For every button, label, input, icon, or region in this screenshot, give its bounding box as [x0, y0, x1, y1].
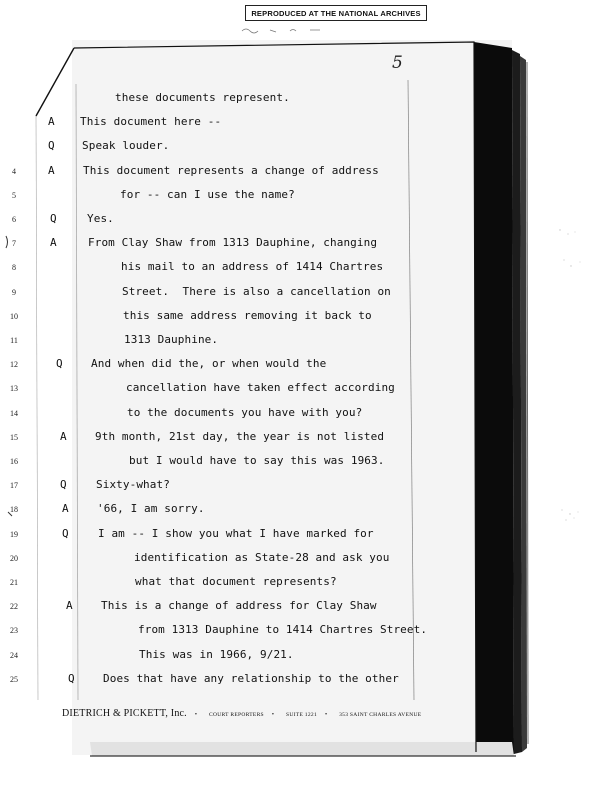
speaker-label: A — [60, 429, 67, 443]
line-number: 21 — [10, 578, 18, 587]
line-number: 9 — [12, 287, 16, 297]
line-text: This document here -- — [80, 115, 222, 129]
transcript-line — [0, 430, 612, 455]
footer-reporters: COURT REPORTERS — [208, 712, 264, 718]
transcript-line — [0, 672, 612, 697]
line-number: 16 — [10, 457, 18, 466]
footer — [62, 703, 442, 721]
line-number: 17 — [10, 481, 18, 491]
archives-stamp: REPRODUCED AT THE NATIONAL ARCHIVES — [245, 5, 427, 21]
transcript-line — [0, 381, 612, 406]
transcript-line — [0, 527, 612, 552]
transcript-line — [0, 623, 612, 648]
transcript-line — [0, 599, 612, 624]
transcript-line — [0, 478, 612, 503]
speaker-label: Q — [62, 526, 69, 540]
footer-separator: • — [325, 712, 328, 718]
line-number: 14 — [10, 408, 18, 418]
line-text: And when did the, or when would the — [91, 357, 327, 371]
line-text: Street. There is also a cancellation on — [122, 284, 391, 298]
line-number: 18 — [10, 505, 18, 515]
line-number: 5 — [12, 190, 16, 200]
line-text: This document represents a change of address — [83, 163, 379, 177]
line-text: his mail to an address of 1414 Chartres — [121, 260, 384, 274]
transcript-line — [0, 454, 612, 479]
transcript-line — [0, 139, 612, 164]
line-text: Sixty-what? — [96, 478, 170, 492]
footer-separator: • — [194, 712, 197, 718]
line-text: This is a change of address for Clay Shaw — [101, 599, 377, 613]
transcript-line — [0, 502, 612, 527]
speaker-label: Q — [56, 357, 63, 371]
transcript-line — [0, 260, 612, 285]
scan-noise — [540, 220, 600, 550]
transcript-line — [0, 333, 612, 358]
line-text: identification as State-28 and ask you — [134, 550, 390, 564]
speaker-label: Q — [48, 139, 55, 153]
line-number: 11 — [10, 336, 18, 345]
transcript-line — [0, 164, 612, 189]
transcript-line — [0, 357, 612, 382]
line-number: 12 — [10, 360, 18, 370]
speaker-label: A — [50, 236, 57, 250]
line-number: 24 — [10, 650, 18, 660]
footer-suite: SUITE 1221 — [286, 712, 317, 718]
line-text: cancellation have taken effect according — [126, 381, 395, 395]
transcript-line — [0, 212, 612, 237]
line-text: but I would have to say this was 1963. — [129, 454, 385, 467]
line-number: 8 — [12, 263, 16, 273]
line-number: 20 — [10, 553, 18, 563]
line-text: From Clay Shaw from 1313 Dauphine, changing — [88, 236, 378, 250]
footer-firm: DIETRICH & PICKETT, Inc. — [62, 708, 187, 719]
line-text: This was in 1966, 9/21. — [139, 647, 294, 661]
line-number: 25 — [10, 674, 18, 684]
line-number: 19 — [10, 529, 18, 539]
line-text: from 1313 Dauphine to 1414 Chartres Street. — [138, 623, 428, 637]
transcript-line — [0, 285, 612, 310]
speaker-label: Q — [60, 478, 67, 492]
transcript-line — [0, 188, 612, 213]
speaker-label: Q — [50, 212, 57, 225]
line-text: to the documents you have with you? — [127, 405, 363, 419]
transcript-line — [0, 575, 612, 600]
transcript-line — [0, 648, 612, 673]
speaker-label: A — [48, 115, 55, 129]
line-number: 6 — [12, 215, 16, 224]
transcript-line — [0, 91, 612, 116]
transcript-line — [0, 115, 612, 140]
speaker-label: Q — [68, 671, 75, 685]
line-text: '66, I am sorry. — [97, 502, 205, 516]
line-number: 23 — [10, 626, 18, 636]
line-number: 7 — [12, 239, 16, 249]
line-text: 9th month, 21st day, the year is not listed — [95, 429, 385, 443]
transcript-line — [0, 236, 612, 261]
speaker-label: A — [66, 599, 73, 613]
line-text: Speak louder. — [82, 139, 170, 153]
transcript-line — [0, 551, 612, 576]
line-number: 22 — [10, 602, 18, 612]
line-text: for -- can I use the name? — [120, 187, 295, 201]
speaker-label: A — [62, 502, 69, 516]
page-number: 5 — [392, 53, 403, 73]
transcript-line — [0, 309, 612, 334]
line-text: 1313 Dauphine. — [124, 333, 219, 346]
line-number: 4 — [12, 166, 16, 176]
footer-address: 353 SAINT CHARLES AVENUE — [339, 712, 422, 718]
line-number: 13 — [10, 384, 18, 394]
line-number: 15 — [10, 432, 18, 442]
speaker-label: A — [48, 163, 55, 177]
line-text: I am -- I show you what I have marked for — [98, 526, 374, 540]
line-text: Does that have any relationship to the other — [103, 671, 399, 685]
line-text: this same address removing it back to — [123, 308, 372, 322]
line-text: what that document represents? — [135, 575, 337, 588]
transcript-line — [0, 406, 612, 431]
line-text: Yes. — [87, 212, 114, 225]
line-text: these documents represent. — [115, 91, 290, 104]
line-number: 10 — [10, 311, 18, 321]
footer-separator: • — [271, 712, 275, 718]
